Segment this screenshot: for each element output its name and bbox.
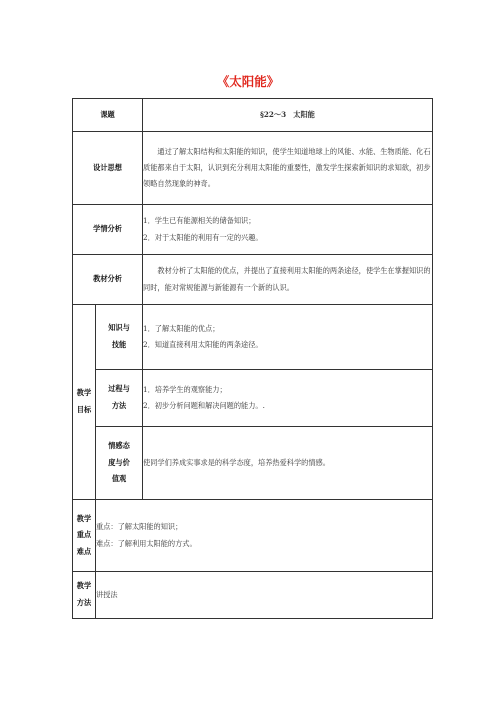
process-item: 2．初步分析问题和解决问题的能力。. xyxy=(143,401,265,410)
row-design xyxy=(73,132,433,205)
goals-label: 教学 目标 xyxy=(73,305,96,500)
row-goals-process xyxy=(73,370,433,427)
row-topic xyxy=(73,99,433,132)
process-content xyxy=(143,370,433,427)
emotion-value: 使同学们养成实事求是的科学态度，培养热爱科学的情感。 xyxy=(143,427,433,500)
process-item: 1．培养学生的观察能力； xyxy=(143,384,227,394)
topic-value: §22～3 太阳能 xyxy=(143,99,433,132)
design-value: 通过了解太阳结构和太阳能的知识，使学生知道地球上的风能、水能、生物质能、化石质能都来自于太阳，认识到充分利用太阳能的重要性，激发学生探索新知识的求知欲，初步领略自然现象的神奇。 xyxy=(143,132,433,205)
knowledge-label: 知识与 技能 xyxy=(96,305,143,370)
keypoints-label: 教学 重点 难点 xyxy=(73,500,96,572)
keypoints-content xyxy=(96,500,433,572)
lesson-plan-table xyxy=(72,98,433,619)
material-label: 教材分析 xyxy=(73,255,143,305)
topic-label: 课题 xyxy=(73,99,143,132)
keypoint-item: 重点：了解太阳能的知识； xyxy=(96,522,183,532)
document-title: 《太阳能》 xyxy=(216,74,280,89)
row-goals-emotion xyxy=(73,427,433,500)
row-goals-knowledge xyxy=(73,305,433,370)
design-label: 设计思想 xyxy=(73,132,143,205)
learner-label: 学情分析 xyxy=(73,205,143,255)
knowledge-item: 1．了解太阳能的优点； xyxy=(143,323,220,333)
method-label: 教学 方法 xyxy=(73,572,96,619)
process-label: 过程与 方法 xyxy=(96,370,143,427)
knowledge-content xyxy=(143,305,433,370)
material-value: 教材分析了太阳能的优点，并提出了直接利用太阳能的两条途径，使学生在掌握知识的同时，能对常规能源与新能源有一个新的认识。 xyxy=(143,255,433,305)
learner-item: 1．学生已有能源相关的储备知识； xyxy=(143,216,256,226)
keypoint-item: 难点：了解利用太阳能的方式。 xyxy=(96,538,197,548)
row-material xyxy=(73,255,433,305)
row-method xyxy=(73,572,433,619)
learner-item: 2．对于太阳能的利用有一定的兴趣。 xyxy=(143,232,263,242)
learner-content xyxy=(143,205,433,255)
knowledge-item: 2．知道直接利用太阳能的两条途径。 xyxy=(143,340,263,349)
emotion-label: 情感态 度与价 值观 xyxy=(96,427,143,500)
row-learner xyxy=(73,205,433,255)
method-value: 讲授法 xyxy=(96,572,433,619)
row-keypoints xyxy=(73,500,433,572)
